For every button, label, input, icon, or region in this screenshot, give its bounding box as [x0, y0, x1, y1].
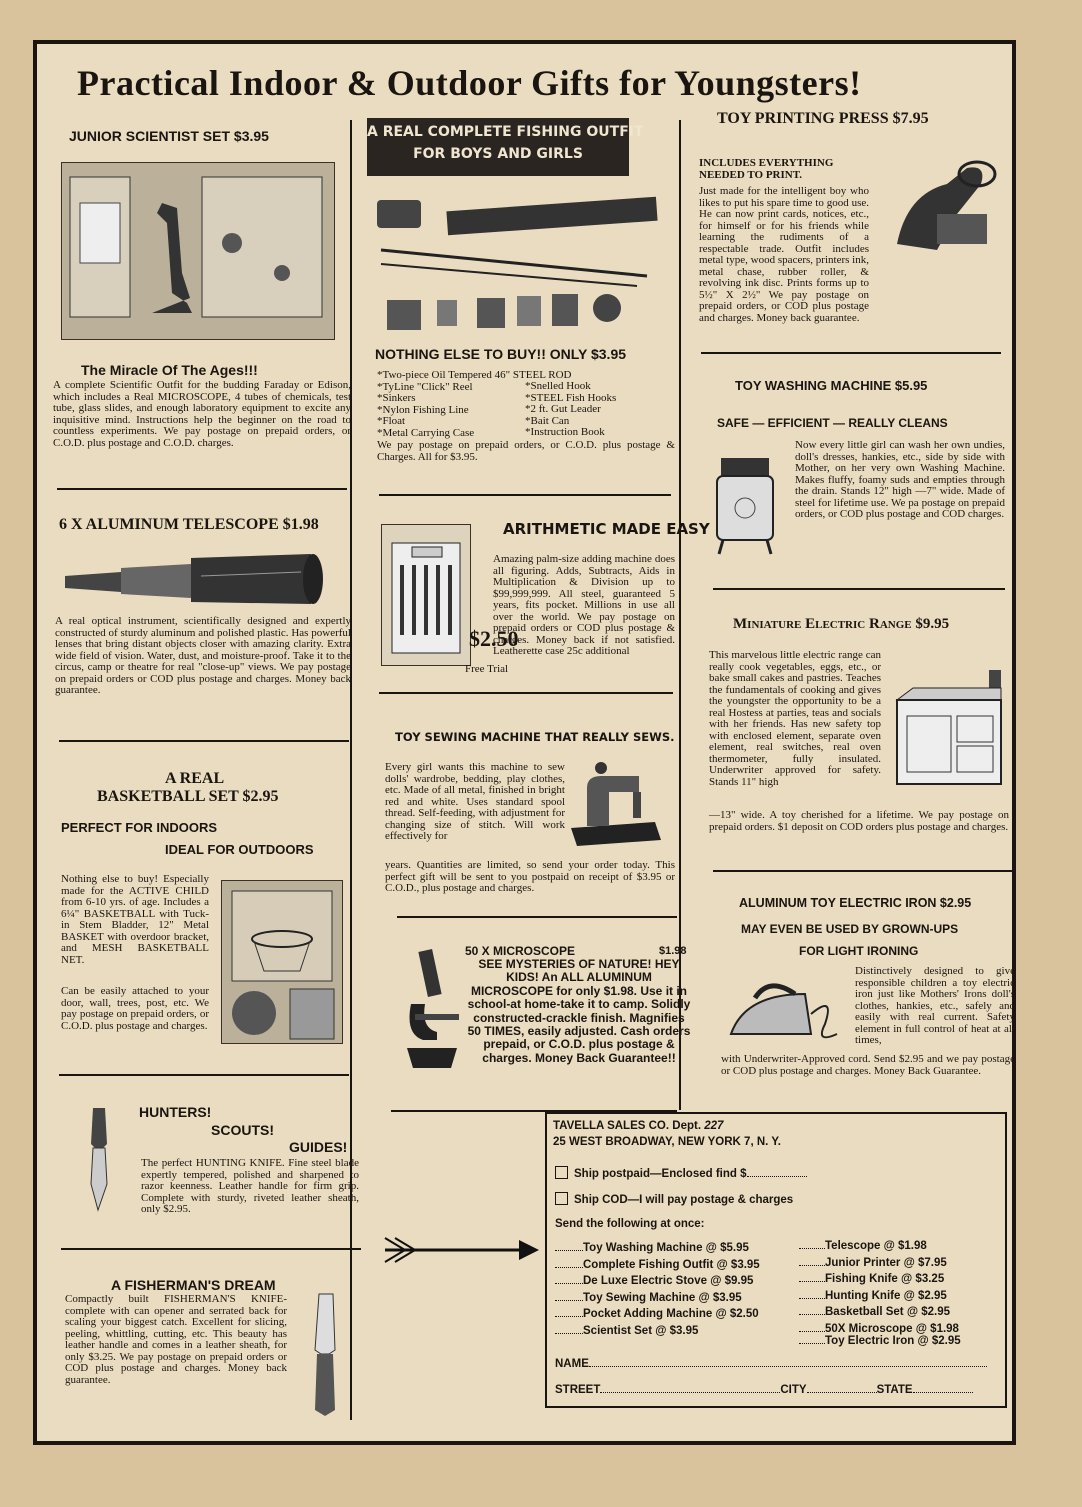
- fishing-item: *2 ft. Gut Leader: [525, 403, 601, 415]
- order-line-item[interactable]: Junior Printer @ $7.95: [799, 1257, 961, 1274]
- iron-sub-2: FOR LIGHT IRONING: [799, 944, 919, 958]
- telescope-image: [61, 546, 341, 616]
- electric-range-image: [893, 666, 1005, 792]
- order-dept: 227: [704, 1120, 724, 1132]
- order-option-postpaid: [555, 1166, 807, 1180]
- basketball-image: [221, 880, 343, 1044]
- range-heading: Miniature Electric Range $9.95: [733, 616, 950, 632]
- press-heading: TOY PRINTING PRESS $7.95: [717, 110, 929, 127]
- order-address: 25 WEST BROADWAY, NEW YORK 7, N. Y.: [553, 1136, 781, 1148]
- order-line-item[interactable]: Hunting Knife @ $2.95: [799, 1290, 961, 1307]
- fishing-item: *Sinkers: [377, 392, 416, 404]
- arithmetic-heading: ARITHMETIC MADE EASY: [503, 520, 710, 538]
- postpaid-checkbox[interactable]: [555, 1166, 568, 1179]
- fishing-item: *TyLine "Click" Reel: [377, 380, 473, 393]
- state-label: STATE: [876, 1384, 913, 1396]
- fishing-banner: [367, 118, 644, 176]
- order-send-label: Send the following at once:: [555, 1218, 705, 1230]
- adding-machine-image: [381, 524, 471, 666]
- sewing-body-2: years. Quantities are limited, so send your order today. This perfect gift will be sent to you postpaid on receipt of $3.95 or C.O.D., plus postage and charges.: [385, 859, 675, 894]
- toy-iron-image: [725, 964, 845, 1054]
- washing-machine-image: [707, 448, 783, 558]
- basketball-body-2: Can be easily attached to your door, wall, trees, post, etc. We pay postage on prepaid orders, or C.O.D. plus postage and charges.: [61, 985, 209, 1032]
- fishing-item: *Snelled Hook: [525, 380, 591, 392]
- fishing-item: *Float: [377, 415, 406, 427]
- fishing-footer: We pay postage on prepaid orders, or C.O.D. plus postage & Charges. All for $3.95.: [377, 439, 675, 463]
- fishing-items-right: [525, 381, 665, 439]
- fishing-item: *Two-piece Oil Tempered 46" STEEL ROD: [377, 369, 572, 381]
- guides-heading: GUIDES!: [289, 1139, 348, 1155]
- order-line-item[interactable]: Toy Electric Iron @ $2.95: [799, 1335, 961, 1352]
- hunters-body: The perfect HUNTING KNIFE. Fine steel blade expertly tempered, polished and sharpened to razor keenness. Leather handle for firm grip. Complete with sturdy, riveted leather sheath, only $2.95.: [141, 1157, 359, 1215]
- washing-sub: SAFE — EFFICIENT — REALLY CLEANS: [717, 416, 948, 430]
- name-field[interactable]: [589, 1366, 987, 1367]
- order-address-row: [555, 1384, 973, 1396]
- sewing-machine-image: [565, 748, 665, 848]
- arithmetic-free-trial: Free Trial: [465, 663, 509, 675]
- order-company-name: TAVELLA SALES CO. Dept.: [553, 1120, 702, 1132]
- fisherman-heading: A FISHERMAN'S DREAM: [111, 1277, 276, 1293]
- order-name-row: [555, 1358, 987, 1370]
- arithmetic-body: Amazing palm-size adding machine does all figuring. Adds, Subtracts, Aids in Multiplication & Division up to $99,999,999. All steel, guaranteed 5 years, fits pocket. Millions in use all over the world. We pay postage on prepaid orders or COD plus postage & charges. Money back if not satisfied. Leatherette case 25c additional: [493, 553, 675, 657]
- sewing-body-1: Every girl wants this machine to sew dolls' wardrobe, bedding, play clothes, etc. Made of all metal, finished in bright red and white. Uses standard spool thread. Self-feeding, with adjustment for changing size of stitch. Will work effectively for: [385, 761, 565, 842]
- order-line-item[interactable]: Scientist Set @ $3.95: [555, 1325, 760, 1342]
- order-items-left: [555, 1242, 760, 1341]
- scientist-set-image: [61, 162, 335, 340]
- city-label: CITY: [780, 1384, 807, 1396]
- order-items-right: [799, 1240, 961, 1351]
- divider: [59, 1074, 349, 1076]
- divider: [397, 916, 677, 918]
- divider: [713, 870, 1013, 872]
- washing-heading: TOY WASHING MACHINE $5.95: [735, 378, 928, 393]
- basketball-heading-2: BASKETBALL SET $2.95: [97, 788, 279, 805]
- amount-field[interactable]: [747, 1176, 807, 1177]
- order-line-item[interactable]: De Luxe Electric Stove @ $9.95: [555, 1275, 760, 1292]
- city-field[interactable]: [807, 1392, 877, 1393]
- iron-heading: ALUMINUM TOY ELECTRIC IRON $2.95: [739, 896, 972, 910]
- street-field[interactable]: [600, 1392, 780, 1393]
- arithmetic-price: $2.50: [469, 626, 519, 651]
- range-body-2: —13" wide. A toy cherished for a lifetime. We pay postage on prepaid orders. $1 deposit on COD orders plus postage and charges.: [709, 809, 1009, 833]
- divider: [61, 1248, 361, 1250]
- divider: [713, 588, 1005, 590]
- telescope-body: A real optical instrument, scientifically designed and expertly constructed of sturdy aluminum and polished plastic. Has powerful lenses that bring distant objects closer with amazing clarity. Extra wide field of vision. Water, dust, and moisture-proof. Take it to the circus, camp or theatre for real "close-up" views. We pay postage on prepaid orders or COD plus postage and charges. Money back guarantee.: [55, 615, 351, 696]
- hunting-knife-image: [83, 1104, 113, 1214]
- scientist-heading: JUNIOR SCIENTIST SET $3.95: [69, 128, 269, 144]
- scientist-body: A complete Scientific Outfit for the budding Faraday or Edison, which includes a Real MICROSCOPE, 4 tubes of chemicals, test tube, glass slides, and enough laboratory equipment to excite any inquisitive mind. Instructions help the beginner on the road to countless experiments. We pay postage on prepaid orders, or C.O.D. plus postage and C.O.D. charges.: [53, 379, 351, 449]
- order-line-item[interactable]: Basketball Set @ $2.95: [799, 1306, 961, 1323]
- arrow-to-order-form: [381, 1232, 541, 1268]
- street-label: STREET: [555, 1384, 601, 1396]
- postpaid-label: Ship postpaid—Enclosed find $: [574, 1168, 747, 1180]
- fishing-outfit-image: [367, 180, 667, 340]
- iron-sub-1: MAY EVEN BE USED BY GROWN-UPS: [741, 922, 959, 936]
- fishing-item: *Instruction Book: [525, 426, 605, 438]
- fisherman-body: Compactly built FISHERMAN'S KNIFE-complete with can opener and serrated back for scaling your biggest catch. Excellent for slicing, peeling, whittling, cutting, etc. This beauty has leather handle and comes in a leather sheath, for only $3.25. We pay postage on prepaid orders or COD plus postage and charges. Money back guarantee.: [65, 1293, 287, 1386]
- order-form: [545, 1112, 1007, 1408]
- order-line-item[interactable]: Complete Fishing Outfit @ $3.95: [555, 1259, 760, 1276]
- basketball-sub-1: PERFECT FOR INDOORS: [61, 820, 218, 835]
- fishing-banner-line-2: FOR BOYS AND GIRLS: [413, 146, 583, 162]
- divider: [379, 494, 671, 496]
- iron-body-2: with Underwriter-Approved cord. Send $2.95 and we pay postage or COD plus postage and charges. Money Back Guarantee.: [721, 1053, 1015, 1077]
- fishing-item: *Bait Can: [525, 414, 570, 427]
- washing-body: Now every little girl can wash her own undies, doll's dresses, hankies, etc., side by side with Mother, on her very own Washing Machine. Makes fluffy, foamy suds and empties through the drain. Stands 12" high —7" wide. Made of steel for lifetime use. We pa postage on prepaid orders, or COD plus postage and COD charges.: [795, 439, 1005, 520]
- cod-checkbox[interactable]: [555, 1192, 568, 1205]
- name-label: NAME: [555, 1358, 589, 1370]
- page-title: Practical Indoor & Outdoor Gifts for Youngsters!: [77, 63, 862, 103]
- sewing-heading: TOY SEWING MACHINE THAT REALLY SEWS.: [395, 730, 675, 744]
- basketball-sub-2: IDEAL FOR OUTDOORS: [165, 842, 314, 857]
- order-company: [553, 1120, 723, 1132]
- order-line-item[interactable]: 50X Microscope @ $1.98: [799, 1323, 961, 1335]
- order-line-item[interactable]: Pocket Adding Machine @ $2.50: [555, 1308, 760, 1325]
- order-line-item[interactable]: Toy Washing Machine @ $5.95: [555, 1242, 760, 1259]
- divider: [701, 352, 1001, 354]
- ad-page: [33, 40, 1016, 1445]
- cod-label: Ship COD—I will pay postage & charges: [574, 1194, 794, 1206]
- microscope-heading: 50 X MICROSCOPE: [465, 944, 576, 958]
- iron-body-1: Distinctively designed to give responsible children a toy electric iron just like Mothers' Irons doll's clothes, hankies, etc., safely and easily with real current. Safety element in full control of heat at all times,: [855, 965, 1015, 1046]
- divider: [59, 740, 349, 742]
- microscope-body: SEE MYSTERIES OF NATURE! HEY KIDS! An ALL ALUMINUM MICROSCOPE for only $1.98. Use it in school-at home-take it to camp. Solidly constructed-crackle finish. Magnifies 50 TIMES, easily adjusted. Cash orders prepaid, or C.O.D. plus postage & charges. Money Back Guarantee!!: [467, 957, 691, 1065]
- telescope-heading: 6 X ALUMINUM TELESCOPE $1.98: [59, 516, 319, 533]
- divider: [379, 692, 673, 694]
- column-divider-left: [350, 120, 352, 1420]
- fishing-nothing-else: NOTHING ELSE TO BUY!! ONLY $3.95: [375, 346, 627, 362]
- fishing-banner-line-1: A REAL COMPLETE FISHING OUTFIT: [367, 124, 644, 140]
- microscope-price: $1.98: [659, 945, 687, 957]
- order-option-cod: [555, 1192, 793, 1206]
- hunters-heading: HUNTERS!: [139, 1104, 212, 1120]
- fisherman-knife-image: [305, 1290, 345, 1420]
- fishing-item: *Nylon Fishing Line: [377, 403, 469, 416]
- printing-press-image: [877, 154, 1007, 264]
- divider: [57, 488, 347, 490]
- scientist-subhead: The Miracle Of The Ages!!!: [81, 362, 258, 378]
- fishing-item: *STEEL Fish Hooks: [525, 391, 617, 404]
- basketball-body-1: Nothing else to buy! Especially made for the ACTIVE CHILD from 6-10 yrs. of age. Includes a 6¼" BASKETBALL with Tuck-in Stem Bladder, 12" Metal BASKET with overdoor bracket, and MESH BASKETBALL NET.: [61, 873, 209, 966]
- microscope-image: [397, 944, 467, 1074]
- scouts-heading: SCOUTS!: [211, 1122, 274, 1138]
- order-line-item[interactable]: Telescope @ $1.98: [799, 1240, 961, 1257]
- basketball-heading-1: A REAL: [165, 770, 225, 787]
- order-line-item[interactable]: Toy Sewing Machine @ $3.95: [555, 1292, 760, 1309]
- press-body: Just made for the intelligent boy who likes to put his spare time to good use. He can now print cards, notices, etc., for himself or for his friends while learning the rudiments of a respectable trade. Outfit includes metal type, wood spacers, printers ink, metal chase, rubber roller, & revolving ink disc. Prints forms up to 5½" X 2½" We pay postage on prepaid orders, or COD plus postage and charges. Money back guarantee.: [699, 185, 869, 324]
- state-field[interactable]: [913, 1392, 973, 1393]
- press-sub: INCLUDES EVERYTHING NEEDED TO PRINT.: [699, 157, 834, 181]
- order-line-item[interactable]: Fishing Knife @ $3.25: [799, 1273, 961, 1290]
- range-body-1: This marvelous little electric range can really cook vegetables, eggs, etc., or bake small cakes and pastries. Teaches the fundamentals of cooking and gives the youngster the opportunity to be a real Hostess at parties, teas and socials with her friends. Has new safety top with enclosed element, separate oven element, real switches, real oven thermometer, fully insulated. Underwriter approved for safety. Stands 11" high: [709, 649, 881, 788]
- fishing-item: *Metal Carrying Case: [377, 426, 475, 439]
